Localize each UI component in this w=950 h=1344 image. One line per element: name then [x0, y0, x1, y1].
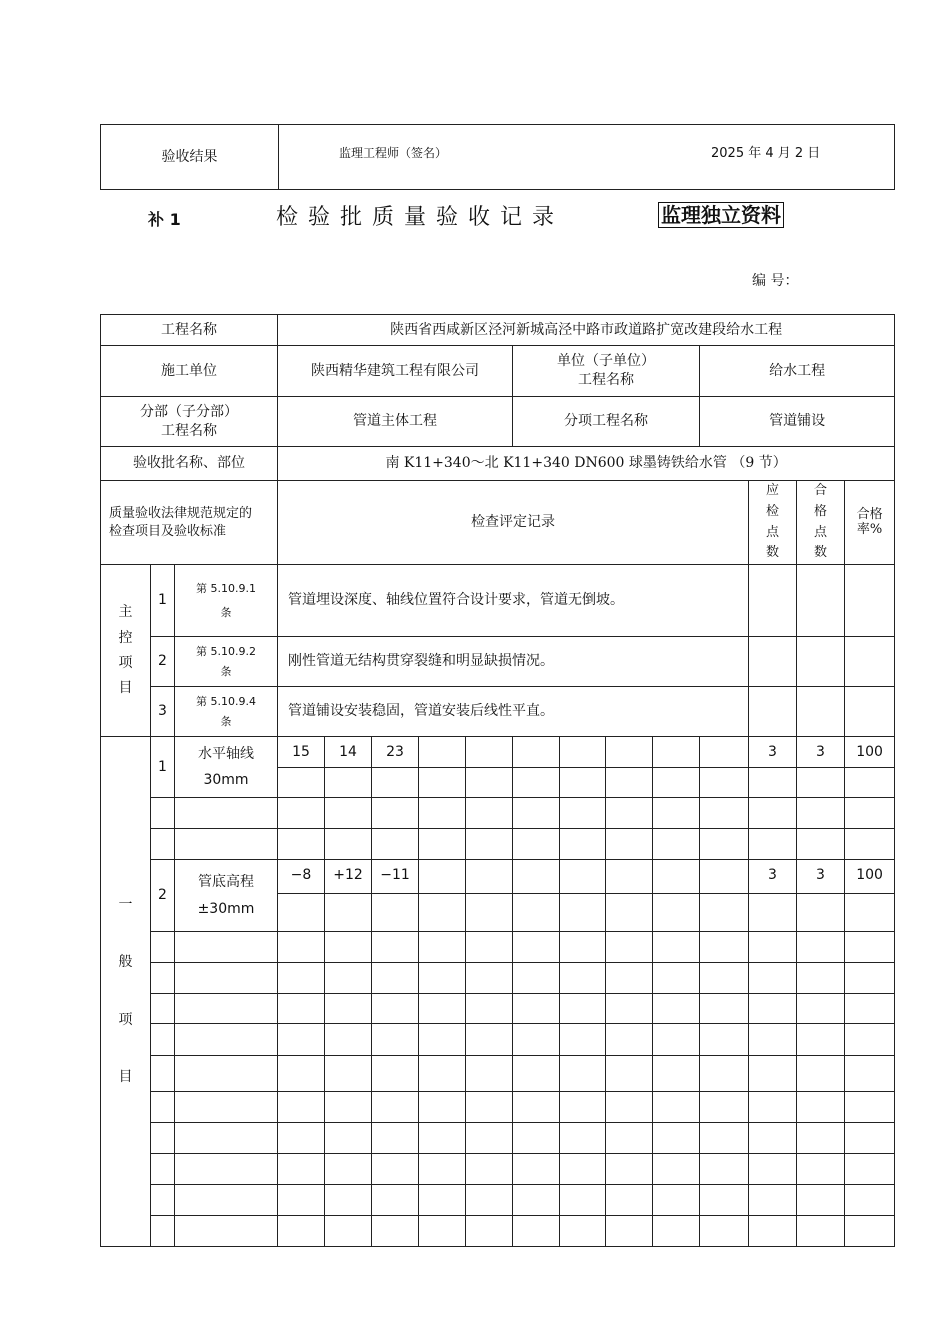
acceptance-result-table — [100, 124, 895, 190]
division-label-line1: 分部（子分部） — [140, 403, 238, 420]
empty-cell — [845, 565, 895, 637]
standard-header-line1: 质量验收法律规范规定的 — [109, 506, 253, 522]
empty-cell — [797, 687, 845, 737]
empty-cell — [749, 687, 797, 737]
acceptance-result-label: 验收结果 — [101, 125, 279, 190]
empty-cell — [749, 565, 797, 637]
clause-line1: 第 5.10.9.1 — [196, 581, 256, 595]
empty-cell — [466, 737, 513, 768]
engineer-sign-cell — [279, 125, 895, 190]
main-item-clause — [175, 565, 278, 637]
qualified-rate: 100 — [845, 860, 895, 894]
general-item-tolerance: 30mm — [203, 772, 249, 789]
measure-value: 23 — [372, 737, 419, 768]
inspection-record-table — [100, 314, 895, 1247]
general-item-title: 水平轴线 — [198, 745, 254, 762]
should-check-count: 3 — [749, 737, 797, 768]
standard-header-line2: 检查项目及验收标准 — [109, 523, 227, 539]
unit-project-label — [513, 346, 700, 397]
rate-header — [845, 481, 895, 565]
main-item-no: 3 — [151, 687, 175, 737]
main-item-text: 管道铺设安装稳固，管道安装后线性平直。 — [278, 687, 749, 737]
empty-cell — [560, 860, 606, 894]
empty-cell — [606, 737, 653, 768]
empty-cell — [797, 637, 845, 687]
engineer-sign-label: 监理工程师（签名） — [339, 146, 448, 160]
empty-cell — [845, 637, 895, 687]
general-item-no: 2 — [151, 860, 175, 932]
page-title: 检验批质量验收记录 — [276, 205, 565, 230]
general-item-name — [175, 860, 278, 932]
empty-cell — [797, 565, 845, 637]
supervision-stamp: 监理独立资料 — [658, 202, 784, 228]
main-item-clause — [175, 637, 278, 687]
main-item-text: 刚性管道无结构贯穿裂缝和明显缺损情况。 — [278, 637, 749, 687]
general-item-name — [175, 737, 278, 798]
main-item-no: 2 — [151, 637, 175, 687]
division-label-line2: 工程名称 — [161, 422, 217, 439]
empty-cell — [700, 860, 749, 894]
clause-line1: 第 5.10.9.2 — [196, 644, 256, 658]
main-item-clause — [175, 687, 278, 737]
rate-text: 合格率% — [856, 506, 883, 537]
page-label: 补 1 — [148, 210, 181, 229]
empty-cell — [513, 737, 560, 768]
qualified-count: 3 — [797, 737, 845, 768]
measure-value: 15 — [278, 737, 325, 768]
contractor-label: 施工单位 — [101, 346, 278, 397]
should-check-text: 应检点数 — [766, 483, 780, 561]
should-check-header — [749, 481, 797, 565]
empty-cell — [700, 737, 749, 768]
empty-cell — [606, 860, 653, 894]
unit-label-line2: 工程名称 — [578, 372, 634, 388]
main-control-label — [101, 565, 151, 737]
measure-value: −11 — [372, 860, 419, 894]
qualified-text: 合格点数 — [814, 483, 828, 561]
main-control-text: 主控项目 — [118, 604, 133, 696]
general-item-tolerance: ±30mm — [197, 900, 255, 917]
division-label — [101, 397, 278, 447]
empty-cell — [466, 860, 513, 894]
empty-cell — [419, 860, 466, 894]
main-item-text: 管道埋设深度、轴线位置符合设计要求，管道无倒坡。 — [278, 565, 749, 637]
contractor-name: 陕西精华建筑工程有限公司 — [278, 346, 513, 397]
general-item-title: 管底高程 — [198, 874, 254, 891]
clause-line2: 条 — [220, 664, 232, 678]
serial-number-label: 编 号： — [752, 273, 799, 289]
clause-line2: 条 — [220, 605, 232, 619]
main-item-no: 1 — [151, 565, 175, 637]
qualified-rate: 100 — [845, 737, 895, 768]
general-item-no: 1 — [151, 737, 175, 798]
standard-header — [101, 481, 278, 565]
unit-label-line1: 单位（子单位） — [557, 353, 655, 370]
qualified-count: 3 — [797, 860, 845, 894]
unit-project-value: 给水工程 — [700, 346, 895, 397]
measure-value: 14 — [325, 737, 372, 768]
empty-cell — [653, 860, 700, 894]
clause-line1: 第 5.10.9.4 — [196, 694, 256, 708]
project-name: 陕西省西咸新区泾河新城高泾中路市政道路扩宽改建段给水工程 — [278, 315, 895, 346]
empty-cell — [749, 637, 797, 687]
record-header: 检查评定记录 — [278, 481, 749, 565]
qualified-header — [797, 481, 845, 565]
measure-value: −8 — [278, 860, 325, 894]
sign-date: 2025 年 4 月 2 日 — [711, 146, 821, 161]
measure-value: +12 — [325, 860, 372, 894]
should-check-count: 3 — [749, 860, 797, 894]
empty-cell — [845, 687, 895, 737]
empty-cell — [560, 737, 606, 768]
general-items-text: 一般项目 — [118, 896, 133, 1086]
subitem-label: 分项工程名称 — [513, 397, 700, 447]
subitem-value: 管道铺设 — [700, 397, 895, 447]
empty-cell — [653, 737, 700, 768]
batch-value: 南 K11+340～北 K11+340 DN600 球墨铸铁给水管 （9 节） — [278, 447, 895, 481]
clause-line2: 条 — [220, 714, 232, 728]
project-name-label: 工程名称 — [101, 315, 278, 346]
general-items-label — [101, 737, 151, 1247]
division-value: 管道主体工程 — [278, 397, 513, 447]
batch-label: 验收批名称、部位 — [101, 447, 278, 481]
empty-cell — [513, 860, 560, 894]
empty-cell — [419, 737, 466, 768]
